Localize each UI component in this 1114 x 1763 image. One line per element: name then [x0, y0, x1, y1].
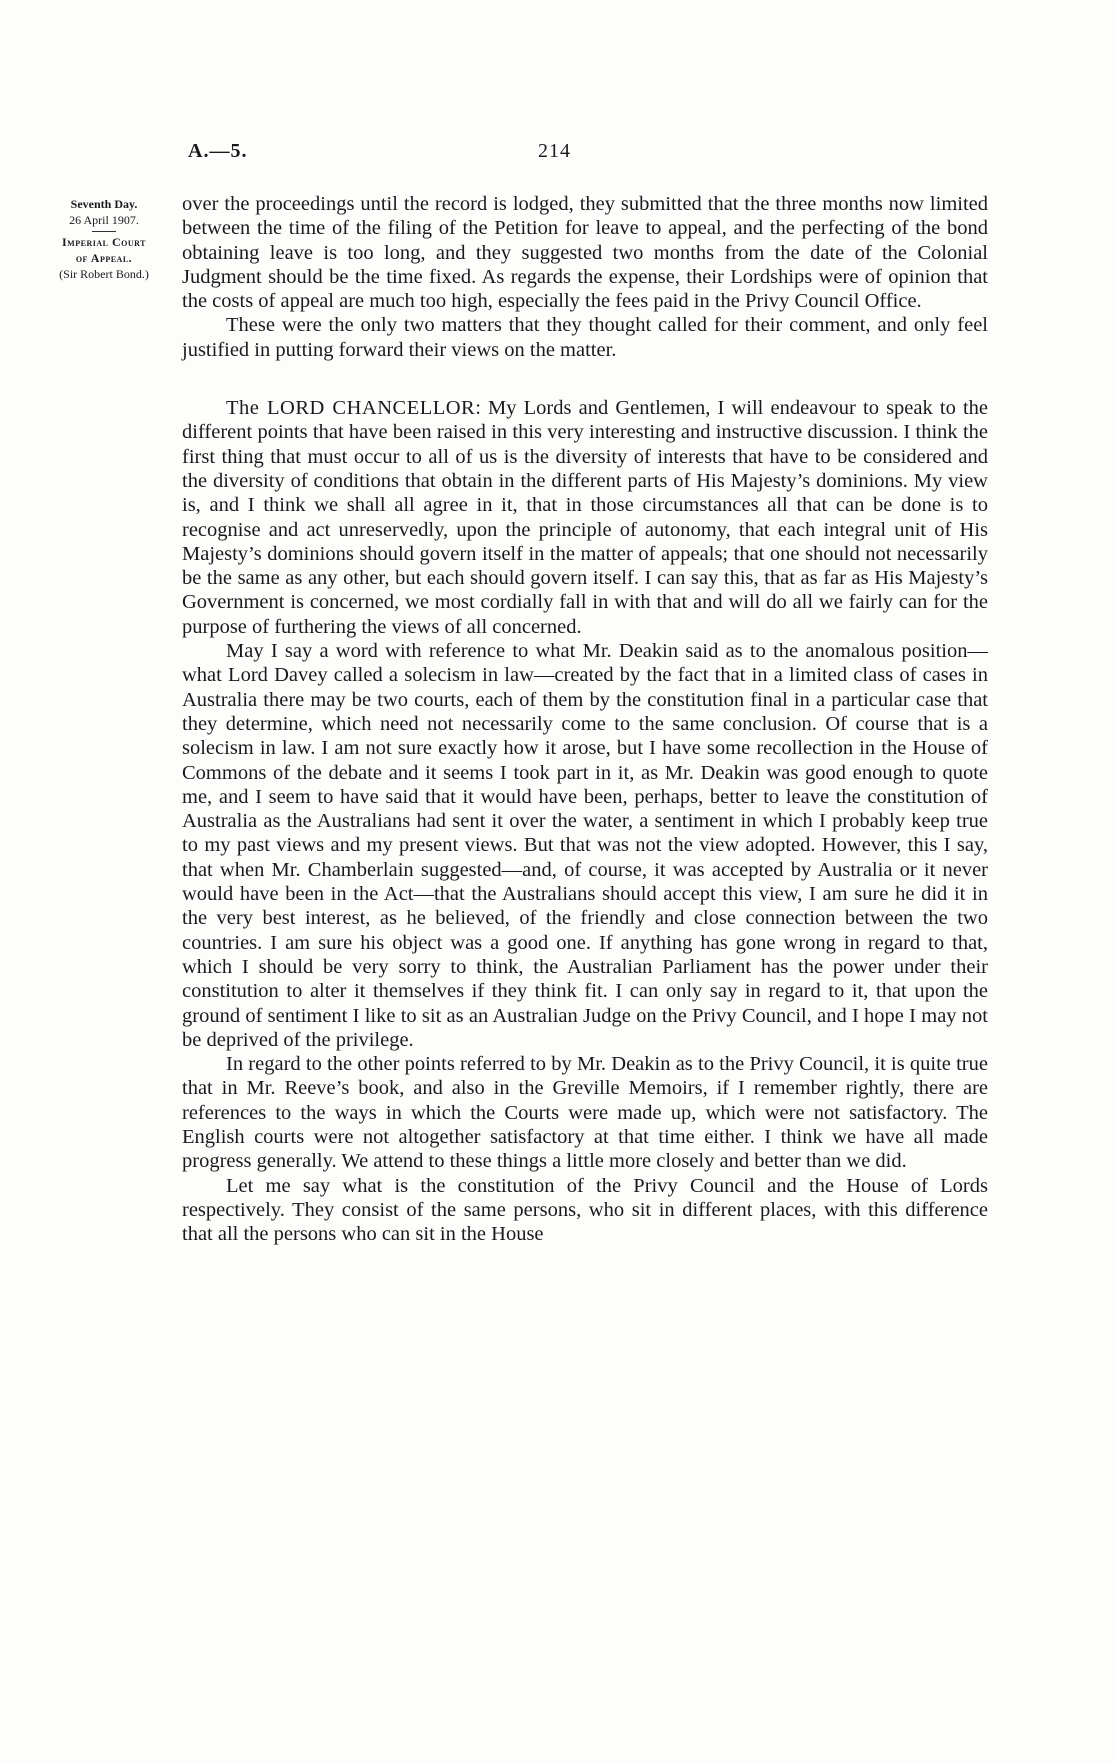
speaker-name: The LORD CHANCELLOR — [226, 397, 476, 420]
margin-speaker: (Sir Robert Bond.) — [59, 267, 149, 281]
parliamentary-paper-reference: A.—5. — [188, 140, 248, 162]
margin-subject-line1: Imperial Court — [62, 235, 146, 249]
page-number: 214 — [538, 140, 571, 162]
paragraph-1: over the proceedings until the record is lodged, they submitted that the three months now limited between the time of the filing of the Petition for leave to appeal, and the perfecting of the bond obtaining leave is too long, and they suggested two months from the date of the Colonial Judgment should be the time fixed. As regards the expense, their Lordships were of opinion that the costs of appeal are much too high, especially the fees paid in the Privy Council Office. — [182, 193, 988, 313]
paragraph-5: In regard to the other points referred to by Mr. Deakin as to the Privy Council, it is quite true that in Mr. Reeve’s book, and also in the Greville Memoirs, if I remember rightly, there are references to the ways in which the Courts were made up, which were not satisfactory. The English courts were not altogether satisfactory at that time either. I think we have all made progress generally. We attend to these things a little more closely and better than we did. — [182, 1053, 988, 1173]
body-text — [182, 192, 988, 1246]
margin-divider — [92, 231, 116, 232]
margin-date: 26 April 1907. — [69, 213, 139, 227]
paragraph-4: May I say a word with reference to what Mr. Deakin said as to the anomalous position—what Lord Davey called a solecism in law—created by the fact that in a limited class of cases in Australia there may be two courts, each of them by the constitution final in a particular case that they determine, which need not necessarily come to the same conclusion. Of course that is a solecism in law. I am not sure exactly how it arose, but I have some recollection in the House of Commons of the debate and it seems I took part in it, as Mr. Deakin was good enough to quote me, and I seem to have said that it would have been, perhaps, better to leave the constitution of Australia as the Australians had sent it over the water, a sentiment in which I probably keep true to my past views and my present views. But that was not the view adopted. However, this I say, that when Mr. Chamberlain suggested—and, of course, it was accepted by Australia or it never would have been in the Act—that the Australians should accept this view, I am sure he did it in the very best interest, as he believed, of the friendly and close connection between the two countries. I am sure his object was a good one. If anything has gone wrong in regard to that, which I should be very sorry to think, the Australian Parliament has the power under their constitution to alter it themselves if they think fit. I can only say in regard to it, that upon the ground of sentiment I like to sit as an Australian Judge on the Privy Council, and I hope I may not be deprived of the privilege. — [182, 640, 988, 1051]
margin-day: Seventh Day. — [70, 197, 138, 211]
paragraph-3-text: : My Lords and Gentlemen, I will endeavour to speak to the different points that have been raised in this very interesting and instructive discussion. I think the first thing that must occur to all of us is the diversity of interests that have to be considered and the diversity of conditions that obtain in the different parts of His Majesty’s dominions. My view is, and I think we shall all agree in it, that in those circumstances all that can be done is to recognise and act unreservedly, upon the principle of autonomy, that each integral unit of His Majesty’s dominions should govern itself in the matter of appeals; that one should not necessarily be the same as any other, but each should govern itself. I can say this, that as far as His Majesty’s Government is concerned, we most cordially fall in with that and will do all we fairly can for the purpose of furthering the views of all concerned. — [182, 397, 988, 638]
paragraph-6: Let me say what is the constitution of the Privy Council and the House of Lords respectively. They consist of the same persons, who sit in different places, with this difference that all the persons who can sit in the House — [182, 1174, 988, 1246]
paragraph-2: These were the only two matters that they thought called for their comment, and only feel justified in putting forward their views on the matter. — [182, 314, 988, 361]
paragraph-3 — [182, 396, 988, 639]
margin-note — [34, 196, 174, 282]
margin-subject-line2: of Appeal. — [75, 251, 133, 265]
